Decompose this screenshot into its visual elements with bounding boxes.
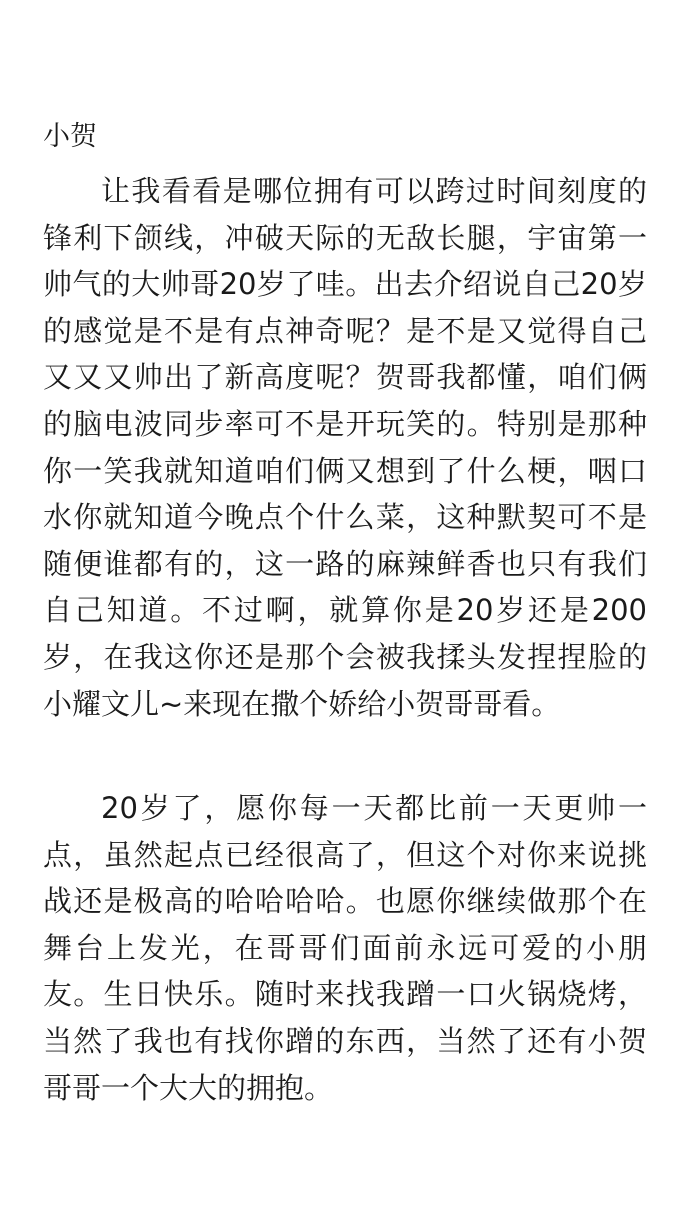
paragraph-2: 20岁了，愿你每一天都比前一天更帅一点，虽然起点已经很高了，但这个对你来说挑战还是极高的哈哈哈哈。也愿你继续做那个在舞台上发光，在哥哥们面前永远可爱的小朋友。生日快乐。随时来找我蹭一口火锅烧烤，当然了我也有找你蹭的东西，当然了还有小贺哥哥一个大大的拥抱。	[43, 791, 647, 1105]
paragraph-1: 让我看看是哪位拥有可以跨过时间刻度的锋利下颌线，冲破天际的无敌长腿，宇宙第一帅气的大帅哥20岁了哇。出去介绍说自己20岁的感觉是不是有点神奇呢？是不是又觉得自己又又又帅出了新高度呢？贺哥我都懂，咱们俩的脑电波同步率可不是开玩笑的。特别是那种你一笑我就知道咱们俩又想到了什么梗，咽口水你就知道今晚点个什么菜，这种默契可不是随便谁都有的，这一路的麻辣鲜香也只有我们自己知道。不过啊，就算你是20岁还是200岁，在我这你还是那个会被我揉头发捏捏脸的小耀文儿~来现在撒个娇给小贺哥哥看。	[43, 174, 647, 721]
document-title: 小贺	[43, 121, 97, 152]
